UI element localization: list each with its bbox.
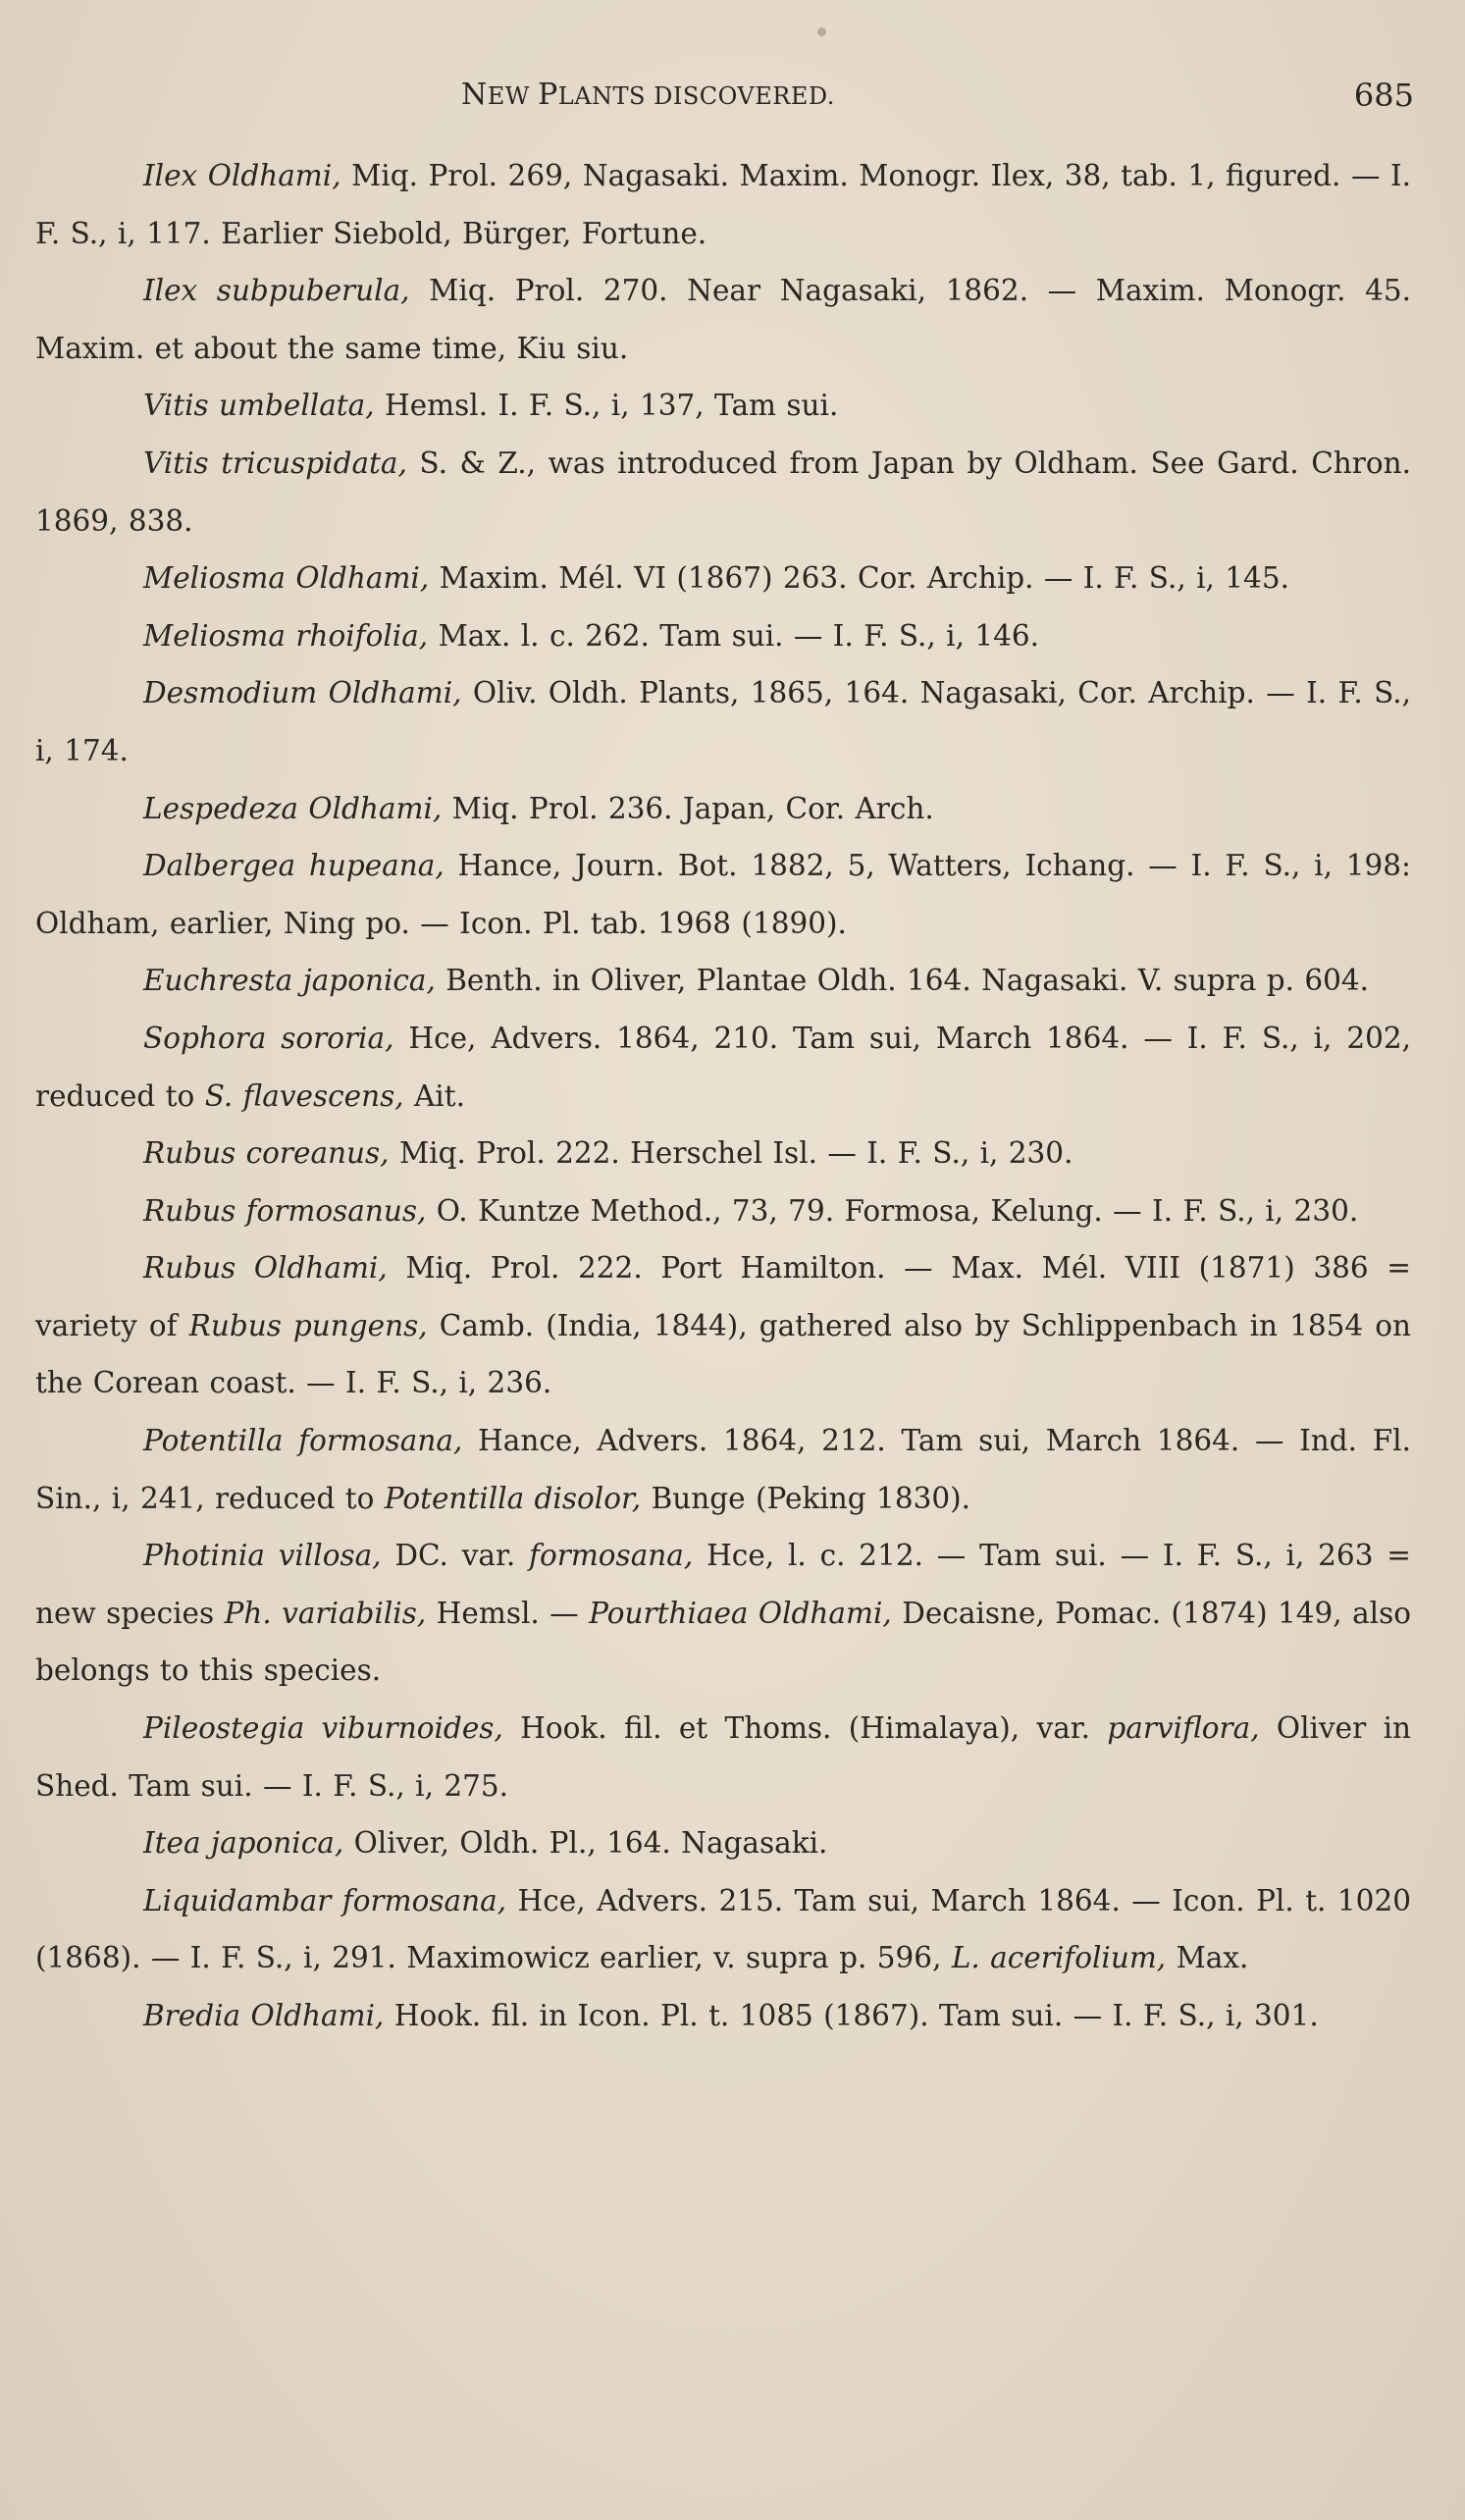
species-name: Rubus pungens, — [188, 1308, 428, 1342]
species-name: Lespedeza Oldhami, — [143, 791, 443, 825]
entry-text: Hce, Advers. 215. Tam sui, March 1864. — Icon. Pl. t. 1020 (1868). — I. F. S., i, 291. Maximowicz earlier, v. supra p. 596, — [35, 1883, 1411, 1975]
title-small-caps-2: LANTS DISCOVERED. — [557, 82, 835, 110]
title-cap-2: P — [538, 78, 558, 112]
species-name: Rubus Oldhami, — [143, 1251, 388, 1286]
entry-text: Miq. Prol. 222. Port Hamilton. — Max. Mél. VIII (1871) 386 = variety of — [35, 1251, 1411, 1342]
entry-text: Ait. — [403, 1078, 465, 1113]
page-body — [35, 147, 1411, 2045]
plant-entry — [35, 1872, 1411, 1987]
species-name: Itea japonica, — [143, 1826, 344, 1861]
plant-entry — [35, 607, 1411, 665]
plant-entry — [35, 1182, 1411, 1240]
species-name: Ilex Oldhami, — [143, 159, 341, 192]
plant-entry — [35, 550, 1411, 607]
entry-text: Hance, Advers. 1864, 212. Tam sui, March 1864. — Ind. Fl. Sin., i, 241, reduced to — [35, 1424, 1411, 1515]
species-name: Desmodium Oldhami, — [143, 676, 462, 710]
species-name: Vitis tricuspidata, — [143, 446, 407, 480]
plant-entry — [35, 1239, 1411, 1412]
plant-entry — [35, 1700, 1411, 1814]
species-name: Ph. variabilis, — [224, 1596, 427, 1630]
plant-entry — [35, 952, 1411, 1010]
species-name: S. flavescens, — [204, 1078, 404, 1113]
species-name: Bredia Oldhami, — [143, 1999, 385, 2032]
entry-text: Miq. Prol. 236. Japan, Cor. Arch. — [442, 791, 934, 825]
entry-text: Benth. in Oliver, Plantae Oldh. 164. Nagasaki. V. supra p. 604. — [435, 964, 1370, 998]
entry-text: Oliv. Oldh. Plants, 1865, 164. Nagasaki, Cor. Archip. — I. F. S., i, 174. — [35, 676, 1411, 767]
plant-entry — [35, 780, 1411, 838]
plant-entry — [35, 1412, 1411, 1527]
species-name: Dalbergea hupeana, — [143, 849, 445, 883]
species-name: Liquidambar formosana, — [143, 1883, 507, 1917]
plant-entry — [35, 1010, 1411, 1125]
entry-text: DC. var. — [381, 1539, 530, 1573]
entry-text: Hemsl. I. F. S., i, 137, Tam sui. — [374, 389, 839, 423]
plant-entry — [35, 1527, 1411, 1700]
plant-entry — [35, 664, 1411, 779]
plant-entry — [35, 262, 1411, 377]
species-name: Meliosma rhoifolia, — [143, 618, 429, 653]
species-name: Rubus formosanus, — [143, 1193, 427, 1228]
entry-text: O. Kuntze Method., 73, 79. Formosa, Kelung. — I. F. S., i, 230. — [426, 1193, 1359, 1228]
running-title — [461, 71, 835, 121]
species-name: Euchresta japonica, — [143, 964, 436, 998]
plant-entry — [35, 1125, 1411, 1182]
entry-text: Hance, Journ. Bot. 1882, 5, Watters, Ichang. — I. F. S., i, 198: Oldham, earlier, Ning po. — Icon. Pl. tab. 1968 (1890). — [35, 849, 1412, 940]
entry-text: Hemsl. — — [426, 1596, 590, 1630]
entry-text: Hook. fil. et Thoms. (Himalaya), var. — [502, 1711, 1108, 1746]
entry-text: Decaisne, Pomac. (1874) 149, also belongs to this species. — [35, 1596, 1411, 1688]
entry-text: Hook. fil. in Icon. Pl. t. 1085 (1867). Tam sui. — I. F. S., i, 301. — [384, 1999, 1319, 2032]
entry-text: Miq. Prol. 222. Herschel Isl. — I. F. S., i, 230. — [389, 1136, 1073, 1171]
species-name: Pourthiaea Oldhami, — [589, 1596, 892, 1630]
entry-text: Hce, Advers. 1864, 210. Tam sui, March 1864. — I. F. S., i, 202, reduced to — [35, 1021, 1411, 1113]
entry-text: Max. — [1166, 1941, 1249, 1975]
species-name: Vitis umbellata, — [143, 389, 375, 423]
ink-dot — [817, 27, 826, 36]
title-cap-1: N — [461, 78, 488, 112]
species-name: Sophora sororia, — [143, 1021, 394, 1055]
entry-text: Miq. Prol. 270. Near Nagasaki, 1862. — Maxim. Monogr. 45. Maxim. et about the same time, Kiu siu. — [35, 274, 1412, 365]
entry-text: Miq. Prol. 269, Nagasaki. Maxim. Monogr. Ilex, 38, tab. 1, figured. — I. F. S., i, 117. Earlier Siebold, Bürger, Fortune. — [35, 159, 1411, 250]
plant-entry — [35, 1987, 1411, 2045]
plant-entry — [35, 1814, 1411, 1872]
species-name: Rubus coreanus, — [143, 1136, 390, 1171]
plant-entry — [35, 837, 1411, 952]
species-name: parviflora, — [1107, 1711, 1260, 1746]
plant-entry — [35, 147, 1411, 262]
entry-text: S. & Z., was introduced from Japan by Oldham. See Gard. Chron. 1869, 838. — [35, 446, 1412, 538]
entry-text: Oliver, Oldh. Pl., 164. Nagasaki. — [343, 1826, 828, 1861]
species-name: L. acerifolium, — [951, 1941, 1167, 1975]
species-name: Pileostegia viburnoides, — [143, 1711, 503, 1746]
page-number: 685 — [1353, 77, 1414, 114]
entry-text: Oliver in Shed. Tam sui. — I. F. S., i, 275. — [35, 1711, 1411, 1803]
plant-entry — [35, 435, 1411, 550]
species-name: Photinia villosa, — [143, 1539, 382, 1573]
entry-text: Camb. (India, 1844), gathered also by Schlippenbach in 1854 on the Corean coast. — I. F. S., i, 236. — [35, 1308, 1412, 1400]
species-name: Ilex subpuberula, — [143, 274, 410, 308]
entry-text: Hce, l. c. 212. — Tam sui. — I. F. S., i, 263 = new species — [35, 1539, 1411, 1630]
species-name: Potentilla formosana, — [143, 1424, 463, 1458]
species-name: formosana, — [529, 1539, 694, 1573]
entry-text: Bunge (Peking 1830). — [641, 1481, 971, 1515]
entry-text: Max. l. c. 262. Tam sui. — I. F. S., i, 146. — [428, 618, 1040, 653]
running-head — [0, 71, 1465, 120]
species-name: Potentilla disolor, — [384, 1481, 642, 1515]
entry-text: Maxim. Mél. VI (1867) 263. Cor. Archip. — I. F. S., i, 145. — [429, 561, 1289, 596]
species-name: Meliosma Oldhami, — [143, 561, 430, 596]
plant-entry — [35, 377, 1411, 435]
title-small-caps-1: EW — [487, 82, 539, 110]
